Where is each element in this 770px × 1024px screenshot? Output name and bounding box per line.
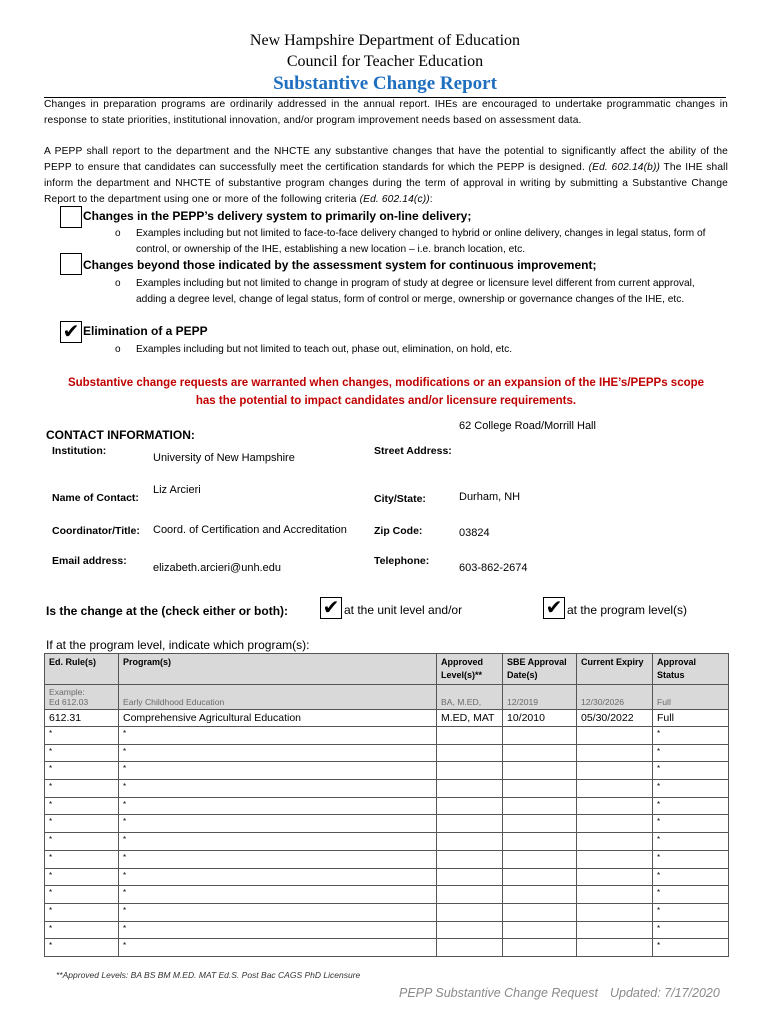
elimination-checkbox[interactable]: ✔ <box>60 321 82 343</box>
example-expiry: 12/30/2026 <box>577 685 653 710</box>
sbe-date-cell[interactable]: 10/2010 <box>503 710 577 727</box>
blank-cell[interactable]: * <box>653 921 729 939</box>
col-ed-rule: Ed. Rule(s) <box>45 654 119 685</box>
blank-cell[interactable]: * <box>45 850 119 868</box>
bullet-o: o <box>115 344 121 355</box>
blank-cell[interactable]: * <box>45 780 119 798</box>
blank-cell[interactable]: * <box>45 939 119 957</box>
blank-cell[interactable] <box>577 850 653 868</box>
blank-cell[interactable] <box>503 762 577 780</box>
blank-cell[interactable] <box>503 903 577 921</box>
blank-cell[interactable]: * <box>119 833 437 851</box>
blank-cell[interactable]: * <box>119 815 437 833</box>
blank-cell[interactable]: * <box>653 797 729 815</box>
blank-cell[interactable]: * <box>45 903 119 921</box>
blank-cell[interactable]: * <box>653 744 729 762</box>
blank-cell[interactable] <box>437 850 503 868</box>
blank-cell[interactable]: * <box>653 886 729 904</box>
citation-602-14c: (Ed. 602.14(c)) <box>359 194 430 205</box>
blank-cell[interactable]: * <box>45 762 119 780</box>
zip-code-label: Zip Code: <box>374 525 423 537</box>
blank-cell[interactable] <box>503 780 577 798</box>
blank-cell[interactable] <box>503 850 577 868</box>
city-state-field[interactable]: Durham, NH <box>459 491 521 503</box>
col-approval-status: Approval Status <box>653 654 729 685</box>
blank-cell[interactable]: * <box>119 850 437 868</box>
blank-cell[interactable]: * <box>45 744 119 762</box>
criteria-text-end: : <box>429 194 433 205</box>
blank-cell[interactable]: * <box>653 727 729 745</box>
table-row <box>45 762 729 780</box>
blank-cell[interactable]: * <box>45 921 119 939</box>
institution-label: Institution: <box>52 445 107 457</box>
col-programs: Program(s) <box>119 654 437 685</box>
programs-intro: If at the program level, indicate which program(s): <box>46 638 310 652</box>
blank-cell[interactable] <box>503 868 577 886</box>
table-header-row <box>45 654 729 685</box>
example-sbe-date: 12/2019 <box>503 685 577 710</box>
contact-name-field[interactable]: Liz Arcieri <box>153 484 201 496</box>
blank-cell[interactable]: * <box>119 939 437 957</box>
blank-cell[interactable]: * <box>653 850 729 868</box>
warning-line-1: Substantive change requests are warranted when changes, modifications or an expansion of the IHE’s/PEPPs scope <box>67 377 705 389</box>
table-row <box>45 780 729 798</box>
blank-cell[interactable] <box>437 727 503 745</box>
levels-cell[interactable]: M.ED, MAT <box>437 710 503 727</box>
blank-cell[interactable] <box>577 744 653 762</box>
table-row <box>45 815 729 833</box>
blank-cell[interactable] <box>577 833 653 851</box>
blank-cell[interactable]: * <box>653 780 729 798</box>
blank-cell[interactable] <box>577 868 653 886</box>
blank-cell[interactable] <box>437 921 503 939</box>
blank-cell[interactable]: * <box>653 868 729 886</box>
intro-paragraph: Changes in preparation programs are ordinarily addressed in the annual report. IHEs are encouraged to undertake programmatic changes in response to state priorities, institutional innovation, and/or program improvement needs based on assessment data. <box>44 99 728 126</box>
blank-cell[interactable] <box>503 815 577 833</box>
blank-cell[interactable]: * <box>45 886 119 904</box>
example-program: Early Childhood Education <box>119 685 437 710</box>
example-rule-label: Example: <box>49 687 85 697</box>
example-status: Full <box>653 685 729 710</box>
blank-cell[interactable]: * <box>119 797 437 815</box>
blank-cell[interactable] <box>437 780 503 798</box>
blank-cell[interactable] <box>503 797 577 815</box>
table-row <box>45 921 729 939</box>
coordinator-title-field[interactable]: Coord. of Certification and Accreditation <box>153 524 347 536</box>
online-delivery-checkbox[interactable] <box>60 206 82 228</box>
blank-cell[interactable]: * <box>119 886 437 904</box>
expiry-cell[interactable]: 05/30/2022 <box>577 710 653 727</box>
blank-cell[interactable]: * <box>119 780 437 798</box>
table-row <box>45 850 729 868</box>
blank-cell[interactable] <box>577 886 653 904</box>
blank-cell[interactable] <box>437 939 503 957</box>
example-levels: BA, M.ED, <box>437 685 503 710</box>
criterion-online-delivery: Changes in the PEPP’s delivery system to primarily on-line delivery; <box>83 209 472 223</box>
approved-levels-footnote: **Approved Levels: BA BS BM M.ED. MAT Ed.S. Post Bac CAGS PhD Licensure <box>56 970 361 980</box>
contact-name-label: Name of Contact: <box>52 492 139 504</box>
blank-cell[interactable] <box>437 762 503 780</box>
page-title: Substantive Change Report <box>273 73 497 94</box>
program-level-label: at the program level(s) <box>567 603 688 617</box>
unit-level-checkbox[interactable]: ✔ <box>320 597 342 619</box>
criterion-elimination: Elimination of a PEPP <box>83 324 208 338</box>
table-row <box>45 939 729 957</box>
bullet-o: o <box>115 228 121 239</box>
blank-cell[interactable] <box>503 727 577 745</box>
blank-cell[interactable]: * <box>45 727 119 745</box>
zip-code-field[interactable]: 03824 <box>459 527 490 539</box>
blank-cell[interactable]: * <box>45 833 119 851</box>
coordinator-title-label: Coordinator/Title: <box>52 525 140 537</box>
blank-cell[interactable]: * <box>119 868 437 886</box>
blank-cell[interactable]: * <box>119 921 437 939</box>
street-address-field[interactable]: 62 College Road/Morrill Hall <box>459 420 596 432</box>
criteria-text-b: The IHE shall inform the department and NHCTE of substantive program changes during the term of approval in writing by submitting a Substantive Change Report to the department using one or more of the following criteria <box>44 162 729 205</box>
blank-cell[interactable] <box>577 762 653 780</box>
rule-cell[interactable]: 612.31 <box>45 710 119 727</box>
blank-cell[interactable] <box>437 903 503 921</box>
program-level-checkbox[interactable]: ✔ <box>543 597 565 619</box>
blank-cell[interactable] <box>577 727 653 745</box>
example-rule-cell <box>45 685 119 710</box>
table-row <box>45 710 729 727</box>
blank-cell[interactable] <box>577 780 653 798</box>
col-current-expiry: Current Expiry <box>577 654 653 685</box>
criteria-paragraph <box>44 144 728 208</box>
street-address-label: Street Address: <box>374 445 452 457</box>
blank-cell[interactable]: * <box>653 762 729 780</box>
bullet-o: o <box>115 278 121 289</box>
blank-cell[interactable] <box>577 903 653 921</box>
telephone-field[interactable]: 603-862-2674 <box>459 562 528 574</box>
telephone-label: Telephone: <box>374 555 430 567</box>
blank-cell[interactable] <box>437 886 503 904</box>
city-state-label: City/State: <box>374 493 426 505</box>
blank-cell[interactable] <box>437 797 503 815</box>
footer-updated-date: Updated: 7/17/2020 <box>610 986 720 1000</box>
table-row <box>45 727 729 745</box>
criterion-elimination-detail: Examples including but not limited to teach out, phase out, elimination, on hold, etc. <box>136 344 513 355</box>
criterion-assessment-detail: Examples including but not limited to change in program of study at degree or licensure level different from current approval, adding a degree level, change of legal status, form of control or merge, ownership or governance changes of the IHE, etc. <box>136 278 695 305</box>
blank-cell[interactable] <box>503 833 577 851</box>
example-row <box>45 685 729 710</box>
blank-cell[interactable] <box>503 886 577 904</box>
blank-cell[interactable]: * <box>119 762 437 780</box>
blank-cell[interactable]: * <box>45 797 119 815</box>
email-field[interactable]: elizabeth.arcieri@unh.edu <box>153 562 281 574</box>
blank-cell[interactable] <box>437 744 503 762</box>
blank-cell[interactable]: * <box>653 939 729 957</box>
table-row <box>45 833 729 851</box>
blank-cell[interactable] <box>503 939 577 957</box>
footer-document-name: PEPP Substantive Change Request <box>399 986 598 1000</box>
department-name: New Hampshire Department of Education <box>249 32 521 49</box>
criterion-assessment-changes: Changes beyond those indicated by the assessment system for continuous improvement; <box>83 258 597 272</box>
warning-notice <box>44 374 728 410</box>
contact-heading: CONTACT INFORMATION: <box>46 428 195 442</box>
change-level-question: Is the change at the (check either or both): <box>46 604 289 618</box>
table-row <box>45 903 729 921</box>
blank-cell[interactable]: * <box>653 903 729 921</box>
criteria-text-a: A PEPP shall report to the department and the NHCTE any substantive changes that have the potential to significantly affect the ability of the PEPP to ensure that candidates can successfully meet the certification standards for which the PEPP is designed. <box>44 146 728 173</box>
status-cell[interactable]: Full <box>653 710 729 727</box>
council-name: Council for Teacher Education <box>286 53 484 70</box>
programs-table <box>44 653 729 957</box>
blank-cell[interactable] <box>437 833 503 851</box>
blank-cell[interactable] <box>503 744 577 762</box>
blank-cell[interactable]: * <box>119 744 437 762</box>
blank-cell[interactable]: * <box>45 868 119 886</box>
institution-field[interactable]: University of New Hampshire <box>153 452 295 464</box>
col-sbe-approval: SBE Approval Date(s) <box>503 654 577 685</box>
assessment-changes-checkbox[interactable] <box>60 253 82 275</box>
warning-line-2: has the potential to impact candidates and/or licensure requirements. <box>195 395 577 407</box>
program-cell[interactable]: Comprehensive Agricultural Education <box>119 710 437 727</box>
blank-cell[interactable] <box>437 868 503 886</box>
blank-cell[interactable]: * <box>119 727 437 745</box>
blank-cell[interactable]: * <box>653 815 729 833</box>
unit-level-label: at the unit level and/or <box>344 603 463 617</box>
blank-cell[interactable] <box>577 797 653 815</box>
blank-cell[interactable]: * <box>119 903 437 921</box>
table-row <box>45 744 729 762</box>
table-row <box>45 886 729 904</box>
example-rule: Ed 612.03 <box>49 697 89 707</box>
department-header <box>0 30 770 72</box>
email-label: Email address: <box>52 555 127 567</box>
blank-cell[interactable]: * <box>45 815 119 833</box>
criterion-online-detail: Examples including but not limited to face-to-face delivery changed to hybrid or online delivery, changes in legal status, form of control, or ownership of the IHE, establishing a new location – i.e. branch location, etc. <box>136 228 706 255</box>
blank-cell[interactable] <box>503 921 577 939</box>
blank-cell[interactable] <box>577 921 653 939</box>
blank-cell[interactable] <box>577 815 653 833</box>
blank-cell[interactable] <box>577 939 653 957</box>
table-row <box>45 797 729 815</box>
citation-602-14b: (Ed. 602.14(b)) <box>588 162 661 173</box>
col-approved-levels: Approved Level(s)** <box>437 654 503 685</box>
blank-cell[interactable]: * <box>653 833 729 851</box>
blank-cell[interactable] <box>437 815 503 833</box>
table-row <box>45 868 729 886</box>
